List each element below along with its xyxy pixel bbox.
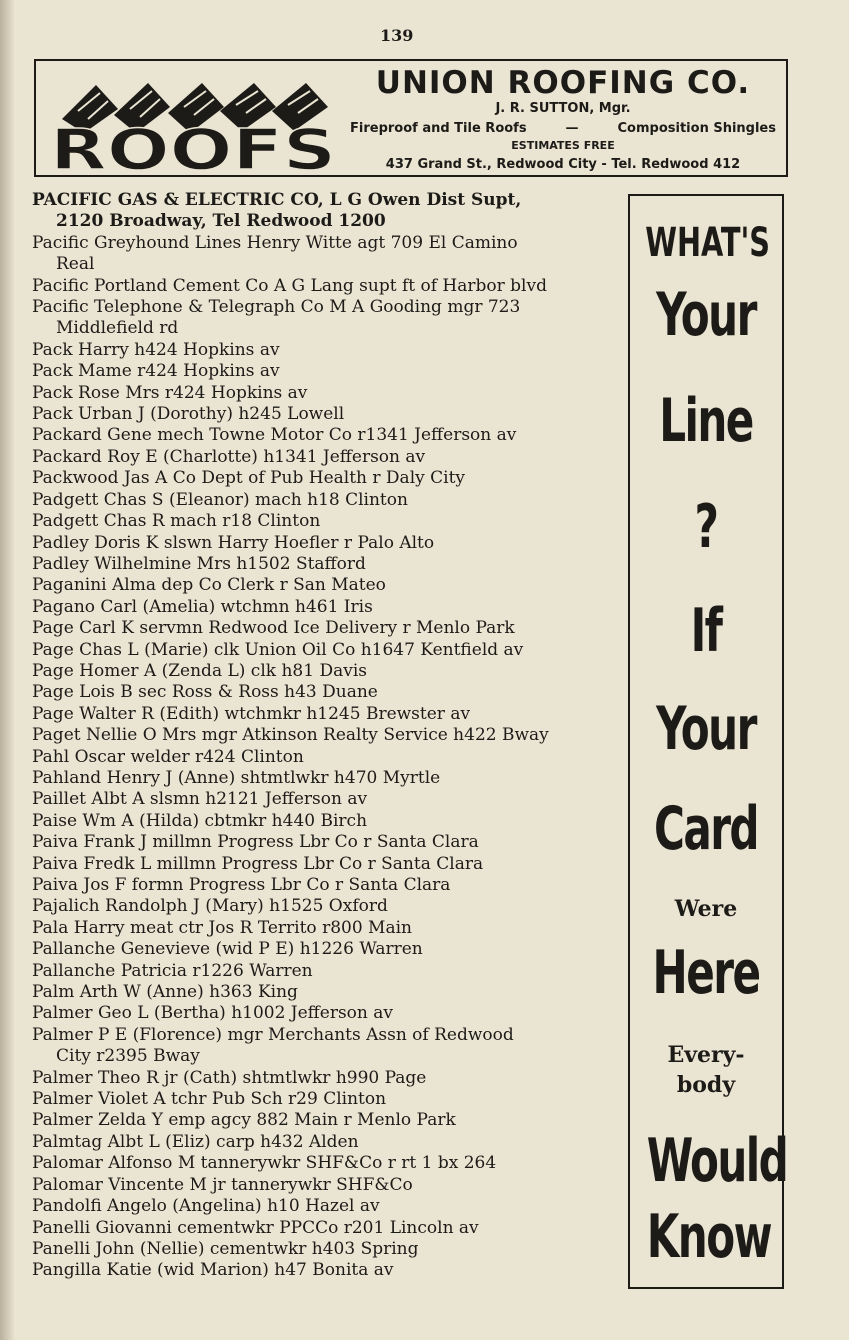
directory-entry (32, 961, 617, 982)
page-edge-shadow (0, 0, 14, 1340)
ad-text-block (348, 61, 778, 172)
entry-line: Pajalich Randolph J (Mary) h1525 Oxford (32, 896, 388, 917)
directory-entry (32, 276, 617, 297)
side-ad-word: Your (656, 280, 756, 350)
page-number: 139 (380, 26, 414, 45)
directory-entry (32, 854, 617, 875)
entry-line: Padgett Chas R mach r18 Clinton (32, 511, 321, 532)
side-ad-word: WHAT'S (645, 220, 771, 266)
entry-line: Pangilla Katie (wid Marion) h47 Bonita av (32, 1260, 394, 1281)
entry-line: Palmer Geo L (Bertha) h1002 Jefferson av (32, 1003, 394, 1024)
side-advertisement (628, 194, 788, 1289)
directory-entry (32, 832, 617, 853)
directory-entry (32, 468, 617, 489)
ad-company-name: UNION ROOFING CO. (375, 65, 751, 101)
side-ad-word: Know (646, 1202, 771, 1272)
entry-line: Pallanche Patricia r1226 Warren (32, 960, 313, 981)
entry-line: Pandolfi Angelo (Angelina) h10 Hazel av (32, 1196, 380, 1217)
entry-continuation: 2120 Broadway, Tel Redwood 1200 (56, 211, 386, 232)
entry-line: Page Carl K servmn Redwood Ice Delivery r Menlo Park (32, 618, 515, 639)
directory-entry (32, 490, 617, 511)
entry-line: Pack Urban J (Dorothy) h245 Lowell (32, 404, 345, 425)
directory-entry (32, 768, 617, 789)
entry-line: Pack Rose Mrs r424 Hopkins av (32, 382, 308, 403)
side-ad-word: Your (656, 694, 756, 764)
directory-entry (32, 575, 617, 596)
entry-line: Palmer P E (Florence) mgr Merchants Assn of Redwood (32, 1024, 514, 1045)
entry-line: Paiva Fredk L millmn Progress Lbr Co r Santa Clara (32, 853, 484, 874)
directory-entry (32, 1260, 617, 1281)
directory-entry (32, 1239, 617, 1260)
directory-entry (32, 340, 617, 361)
entry-line: Palmer Violet A tchr Pub Sch r29 Clinton (32, 1089, 387, 1110)
ad-products (348, 121, 778, 136)
directory-entry (32, 747, 617, 768)
directory-entry (32, 233, 617, 276)
entry-line: Pacific Greyhound Lines Henry Witte agt 709 El Camino (32, 232, 518, 253)
entry-line: Paganini Alma dep Co Clerk r San Mateo (32, 575, 386, 596)
directory-entry (32, 896, 617, 917)
side-ad-word: ? (694, 492, 718, 562)
roofs-logo-image (48, 71, 340, 173)
side-ad-word: Were (674, 896, 738, 922)
directory-entry (32, 704, 617, 725)
directory-entry (32, 918, 617, 939)
directory-entry (32, 618, 617, 639)
directory-entry (32, 1196, 617, 1217)
ad-products-left: Fireproof and Tile Roofs (350, 121, 527, 136)
entry-line: Padgett Chas S (Eleanor) mach h18 Clinton (32, 489, 408, 510)
entry-line: Paiva Jos F formn Progress Lbr Co r Santa Clara (32, 875, 451, 895)
ad-address: 437 Grand St., Redwood City - Tel. Redwood 412 (385, 157, 741, 172)
entry-line: Padley Doris K slswn Harry Hoefler r Palo Alto (32, 532, 435, 553)
directory-entry (32, 425, 617, 446)
side-ad-word: body (676, 1072, 736, 1098)
entry-line: Page Chas L (Marie) clk Union Oil Co h1647 Kentfield av (32, 639, 524, 660)
entry-line: Paget Nellie O Mrs mgr Atkinson Realty Service h422 Bway (32, 725, 549, 746)
directory-entry (32, 661, 617, 682)
directory-entry (32, 1089, 617, 1110)
entry-line: Palmer Theo R jr (Cath) shtmtlwkr h990 Page (32, 1067, 427, 1088)
entry-line: Paiva Frank J millmn Progress Lbr Co r Santa Clara (32, 832, 479, 853)
directory-entry (32, 1068, 617, 1089)
ad-products-separator: — (565, 121, 579, 136)
entry-line: Padley Wilhelmine Mrs h1502 Stafford (32, 553, 366, 574)
directory-entry (32, 1218, 617, 1239)
directory-entry (32, 361, 617, 382)
entry-line: Pallanche Genevieve (wid P E) h1226 Warren (32, 939, 423, 960)
side-ad-word: Line (659, 386, 753, 456)
svg-text:ROOFS: ROOFS (50, 118, 336, 173)
entry-line: Panelli Giovanni cementwkr PPCCo r201 Lincoln av (32, 1217, 479, 1238)
entry-line: Packwood Jas A Co Dept of Pub Health r Daly City (32, 468, 466, 489)
side-ad-word: If (690, 596, 722, 666)
directory-entry (32, 447, 617, 468)
directory-entry (32, 597, 617, 618)
directory-entry (32, 1175, 617, 1196)
entry-line: Page Walter R (Edith) wtchmkr h1245 Brewster av (32, 703, 471, 724)
directory-entry (32, 533, 617, 554)
directory-entry (32, 297, 617, 340)
entry-line: Page Homer A (Zenda L) clk h81 Davis (32, 660, 367, 681)
side-ad-word: Every- (667, 1042, 745, 1068)
directory-entry (32, 190, 617, 233)
entry-line: Pack Mame r424 Hopkins av (32, 361, 280, 382)
directory-entry (32, 640, 617, 661)
entry-line: Pahland Henry J (Anne) shtmtlwkr h470 Myrtle (32, 767, 441, 788)
directory-entry (32, 404, 617, 425)
entry-line: Pahl Oscar welder r424 Clinton (32, 746, 304, 767)
entry-line: Pagano Carl (Amelia) wtchmn h461 Iris (32, 596, 373, 617)
entry-continuation: Real (56, 254, 95, 275)
directory-entry (32, 1025, 617, 1068)
entry-line: Paillet Albt A slsmn h2121 Jefferson av (32, 789, 368, 810)
entry-line: PACIFIC GAS & ELECTRIC CO, L G Owen Dist Supt, (32, 190, 522, 210)
directory-entry (32, 1110, 617, 1131)
directory-entry (32, 1153, 617, 1174)
ad-estimates: ESTIMATES FREE (511, 139, 615, 152)
entry-line: Pacific Telephone & Telegraph Co M A Gooding mgr 723 (32, 297, 521, 318)
directory-entry (32, 789, 617, 810)
entry-continuation: City r2395 Bway (56, 1046, 200, 1067)
directory-entry (32, 383, 617, 404)
directory-entry (32, 939, 617, 960)
side-ad-word: Here (652, 938, 760, 1008)
entry-line: Pacific Portland Cement Co A G Lang supt ft of Harbor blvd (32, 275, 547, 296)
directory-entry (32, 982, 617, 1003)
side-ad-word: Would (646, 1126, 788, 1196)
entry-line: Palm Arth W (Anne) h363 King (32, 982, 298, 1003)
directory-entry (32, 1003, 617, 1024)
directory-entry (32, 811, 617, 832)
directory-entry (32, 682, 617, 703)
union-roofing-ad (34, 59, 788, 177)
entry-continuation: Middlefield rd (56, 318, 179, 339)
directory-entry (32, 511, 617, 532)
ad-products-right: Composition Shingles (617, 121, 776, 136)
ad-manager: J. R. SUTTON, Mgr. (495, 101, 631, 116)
entry-line: Page Lois B sec Ross & Ross h43 Duane (32, 682, 378, 703)
entry-line: Palomar Vincente M jr tannerywkr SHF&Co (32, 1174, 413, 1195)
entry-line: Paise Wm A (Hilda) cbtmkr h440 Birch (32, 810, 368, 831)
entry-line: Packard Gene mech Towne Motor Co r1341 Jefferson av (32, 425, 517, 446)
entry-line: Palmtag Albt L (Eliz) carp h432 Alden (32, 1131, 359, 1152)
directory-entry (32, 725, 617, 746)
entry-line: Pack Harry h424 Hopkins av (32, 339, 280, 360)
directory-entry (32, 875, 617, 896)
side-ad-word: Card (654, 794, 758, 864)
entry-line: Packard Roy E (Charlotte) h1341 Jefferson av (32, 446, 426, 467)
directory-listing (32, 190, 617, 1282)
entry-line: Palomar Alfonso M tannerywkr SHF&Co r rt 1 bx 264 (32, 1153, 497, 1174)
directory-entry (32, 1132, 617, 1153)
entry-line: Palmer Zelda Y emp agcy 882 Main r Menlo Park (32, 1110, 456, 1131)
directory-entry (32, 554, 617, 575)
entry-line: Pala Harry meat ctr Jos R Territo r800 Main (32, 917, 412, 938)
entry-line: Panelli John (Nellie) cementwkr h403 Spring (32, 1238, 419, 1259)
